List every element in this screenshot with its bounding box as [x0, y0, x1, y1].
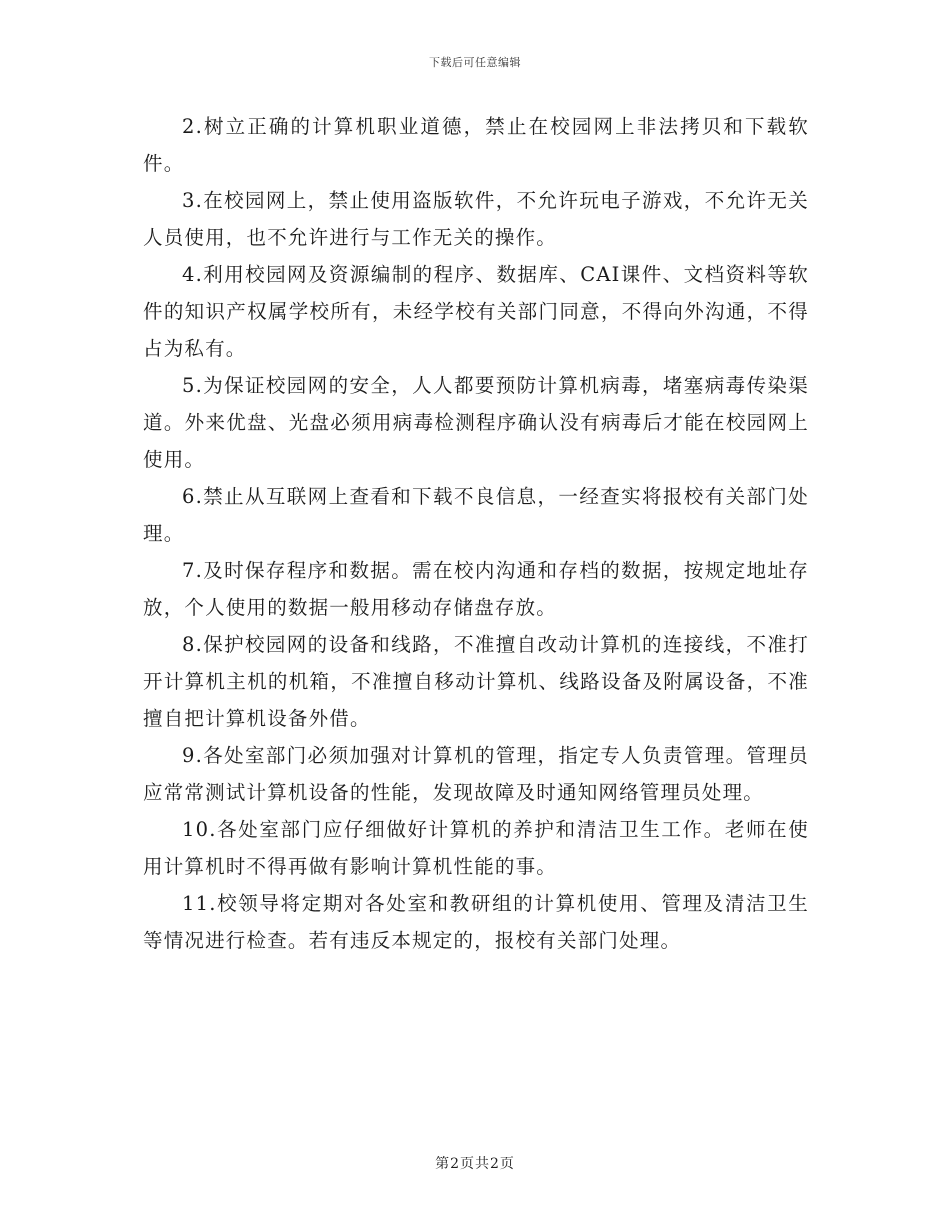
paragraph-item-8: 8.保护校园网的设备和线路，不准擅自改动计算机的连接线，不准打开计算机主机的机箱，不准擅自移动计算机、线路设备及附属设备，不准擅自把计算机设备外借。	[143, 633, 809, 730]
paragraph-item-6: 6.禁止从互联网上查看和下载不良信息，一经查实将报校有关部门处理。	[143, 485, 809, 545]
paragraph-item-11: 11.校领导将定期对各处室和教研组的计算机使用、管理及清洁卫生等情况进行检查。若有违反本规定的，报校有关部门处理。	[143, 892, 809, 952]
paragraph-item-5: 5.为保证校园网的安全，人人都要预防计算机病毒，堵塞病毒传染渠道。外来优盘、光盘必须用病毒检测程序确认没有病毒后才能在校园网上使用。	[143, 374, 809, 471]
document-body	[143, 108, 809, 959]
paragraph-item-4: 4.利用校园网及资源编制的程序、数据库、CAI课件、文档资料等软件的知识产权属学校所有，未经学校有关部门同意，不得向外沟通，不得占为私有。	[143, 263, 809, 360]
paragraph-item-3: 3.在校园网上，禁止使用盗版软件，不允许玩电子游戏，不允许无关人员使用，也不允许进行与工作无关的操作。	[143, 189, 809, 249]
paragraph-item-10: 10.各处室部门应仔细做好计算机的养护和清洁卫生工作。老师在使用计算机时不得再做有影响计算机性能的事。	[143, 818, 809, 878]
paragraph-item-7: 7.及时保存程序和数据。需在校内沟通和存档的数据，按规定地址存放，个人使用的数据一般用移动存储盘存放。	[143, 559, 809, 619]
paragraph-item-9: 9.各处室部门必须加强对计算机的管理，指定专人负责管理。管理员应常常测试计算机设备的性能，发现故障及时通知网络管理员处理。	[143, 744, 809, 804]
page-number-footer: 第2页共2页	[435, 1156, 515, 1172]
paragraph-item-2: 2.树立正确的计算机职业道德，禁止在校园网上非法拷贝和下载软件。	[143, 115, 809, 175]
page-header: 下载后可任意编辑	[429, 56, 521, 69]
